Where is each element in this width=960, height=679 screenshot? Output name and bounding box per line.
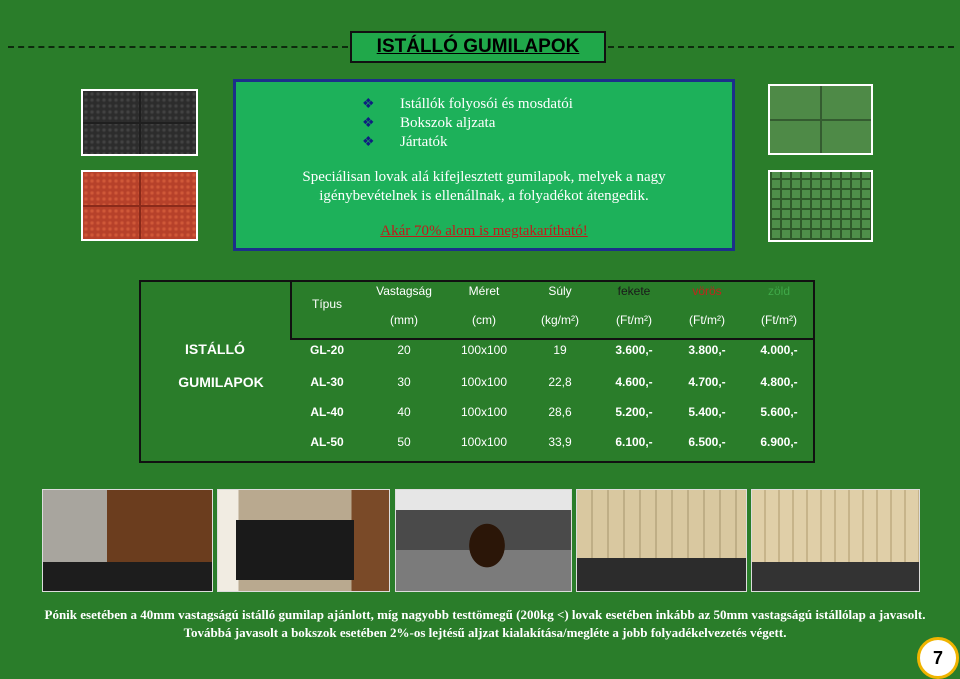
cell-type: GL-20 <box>309 343 344 357</box>
feature-item: ❖ Bokszok aljzata <box>362 115 496 131</box>
cell-thickness: 40 <box>397 405 411 419</box>
cell-size: 100x100 <box>460 343 508 357</box>
header-vastagsag-unit: (mm) <box>390 313 418 327</box>
cell-type: AL-50 <box>310 435 344 449</box>
row-label-istallo: ISTÁLLÓ <box>185 341 245 357</box>
cell-price-black: 3.600,- <box>615 343 653 357</box>
page-title: ISTÁLLÓ GUMILAPOK <box>350 31 606 63</box>
cell-weight: 33,9 <box>548 435 572 449</box>
cell-price-green: 6.900,- <box>760 435 798 449</box>
diamond-bullet-icon: ❖ <box>362 97 375 112</box>
cell-size: 100x100 <box>460 405 508 419</box>
stable-photo-4 <box>576 489 747 592</box>
cell-price-green: 5.600,- <box>760 405 798 419</box>
green-mat-photo <box>768 84 873 155</box>
description: Speciálisan lovak alá kifejlesztett gumilapok, melyek a nagy igénybevételnek is ellenállnak, a folyadékot átengedik. <box>302 169 666 204</box>
cell-price-red: 6.500,- <box>688 435 726 449</box>
header-zold: zöld <box>767 284 790 298</box>
cell-weight: 22,8 <box>548 375 572 389</box>
header-meret-unit: (cm) <box>472 313 496 327</box>
green-grid-mat-photo <box>768 170 873 242</box>
header-tipus: Típus <box>311 297 342 311</box>
row-label-gumilapok: GUMILAPOK <box>178 374 264 390</box>
header-suly-unit: (kg/m²) <box>541 313 579 327</box>
black-mat-photo <box>81 89 198 156</box>
header-voros-unit: (Ft/m²) <box>689 313 725 327</box>
stable-photo-2 <box>217 489 390 592</box>
cell-price-red: 5.400,- <box>688 405 726 419</box>
cell-thickness: 30 <box>397 375 411 389</box>
savings-highlight: Akár 70% alom is megtakarítható! <box>380 223 588 239</box>
diamond-bullet-icon: ❖ <box>362 135 375 150</box>
cell-price-black: 5.200,- <box>615 405 653 419</box>
cell-price-green: 4.000,- <box>760 343 798 357</box>
info-box <box>233 79 735 251</box>
feature-list <box>362 95 573 152</box>
cell-weight: 19 <box>553 343 567 357</box>
feature-item: ❖ Istállók folyosói és mosdatói <box>362 96 573 112</box>
stable-photo-3 <box>395 489 572 592</box>
recommendation-note: Pónik esetében a 40mm vastagságú istálló gumilap ajánlott, míg nagyobb testtömegű (200kg <) lovak esetében inkább az 50mm vastagságú istállólap a javasolt. Továbbá javasolt a bokszok esetében 2%-os lejtésű aljzat kialakítása/megléte a jobb folyadékelvezetés végett. <box>44 607 926 640</box>
page-number: 7 <box>917 637 959 679</box>
header-vastagsag: Vastagság <box>376 284 432 298</box>
cell-thickness: 20 <box>397 343 411 357</box>
header-voros: vörös <box>692 284 722 298</box>
cell-type: AL-40 <box>310 405 344 419</box>
feature-item: ❖ Jártatók <box>362 134 448 150</box>
red-mat-photo <box>81 170 198 241</box>
header-suly: Súly <box>548 284 572 298</box>
stable-photo-5 <box>751 489 920 592</box>
header-dash-left <box>8 46 348 48</box>
cell-price-green: 4.800,- <box>760 375 798 389</box>
header-dash-right <box>608 46 954 48</box>
header-meret: Méret <box>468 284 500 298</box>
cell-price-black: 6.100,- <box>615 435 653 449</box>
cell-price-black: 4.600,- <box>615 375 653 389</box>
cell-size: 100x100 <box>460 435 508 449</box>
cell-price-red: 4.700,- <box>688 375 726 389</box>
cell-weight: 28,6 <box>548 405 572 419</box>
stable-photo-1 <box>42 489 213 592</box>
cell-type: AL-30 <box>310 375 344 389</box>
cell-size: 100x100 <box>460 375 508 389</box>
diamond-bullet-icon: ❖ <box>362 116 375 131</box>
header-fekete-unit: (Ft/m²) <box>616 313 652 327</box>
cell-price-red: 3.800,- <box>688 343 726 357</box>
header-fekete: fekete <box>617 284 651 298</box>
header-zold-unit: (Ft/m²) <box>761 313 797 327</box>
cell-thickness: 50 <box>397 435 411 449</box>
